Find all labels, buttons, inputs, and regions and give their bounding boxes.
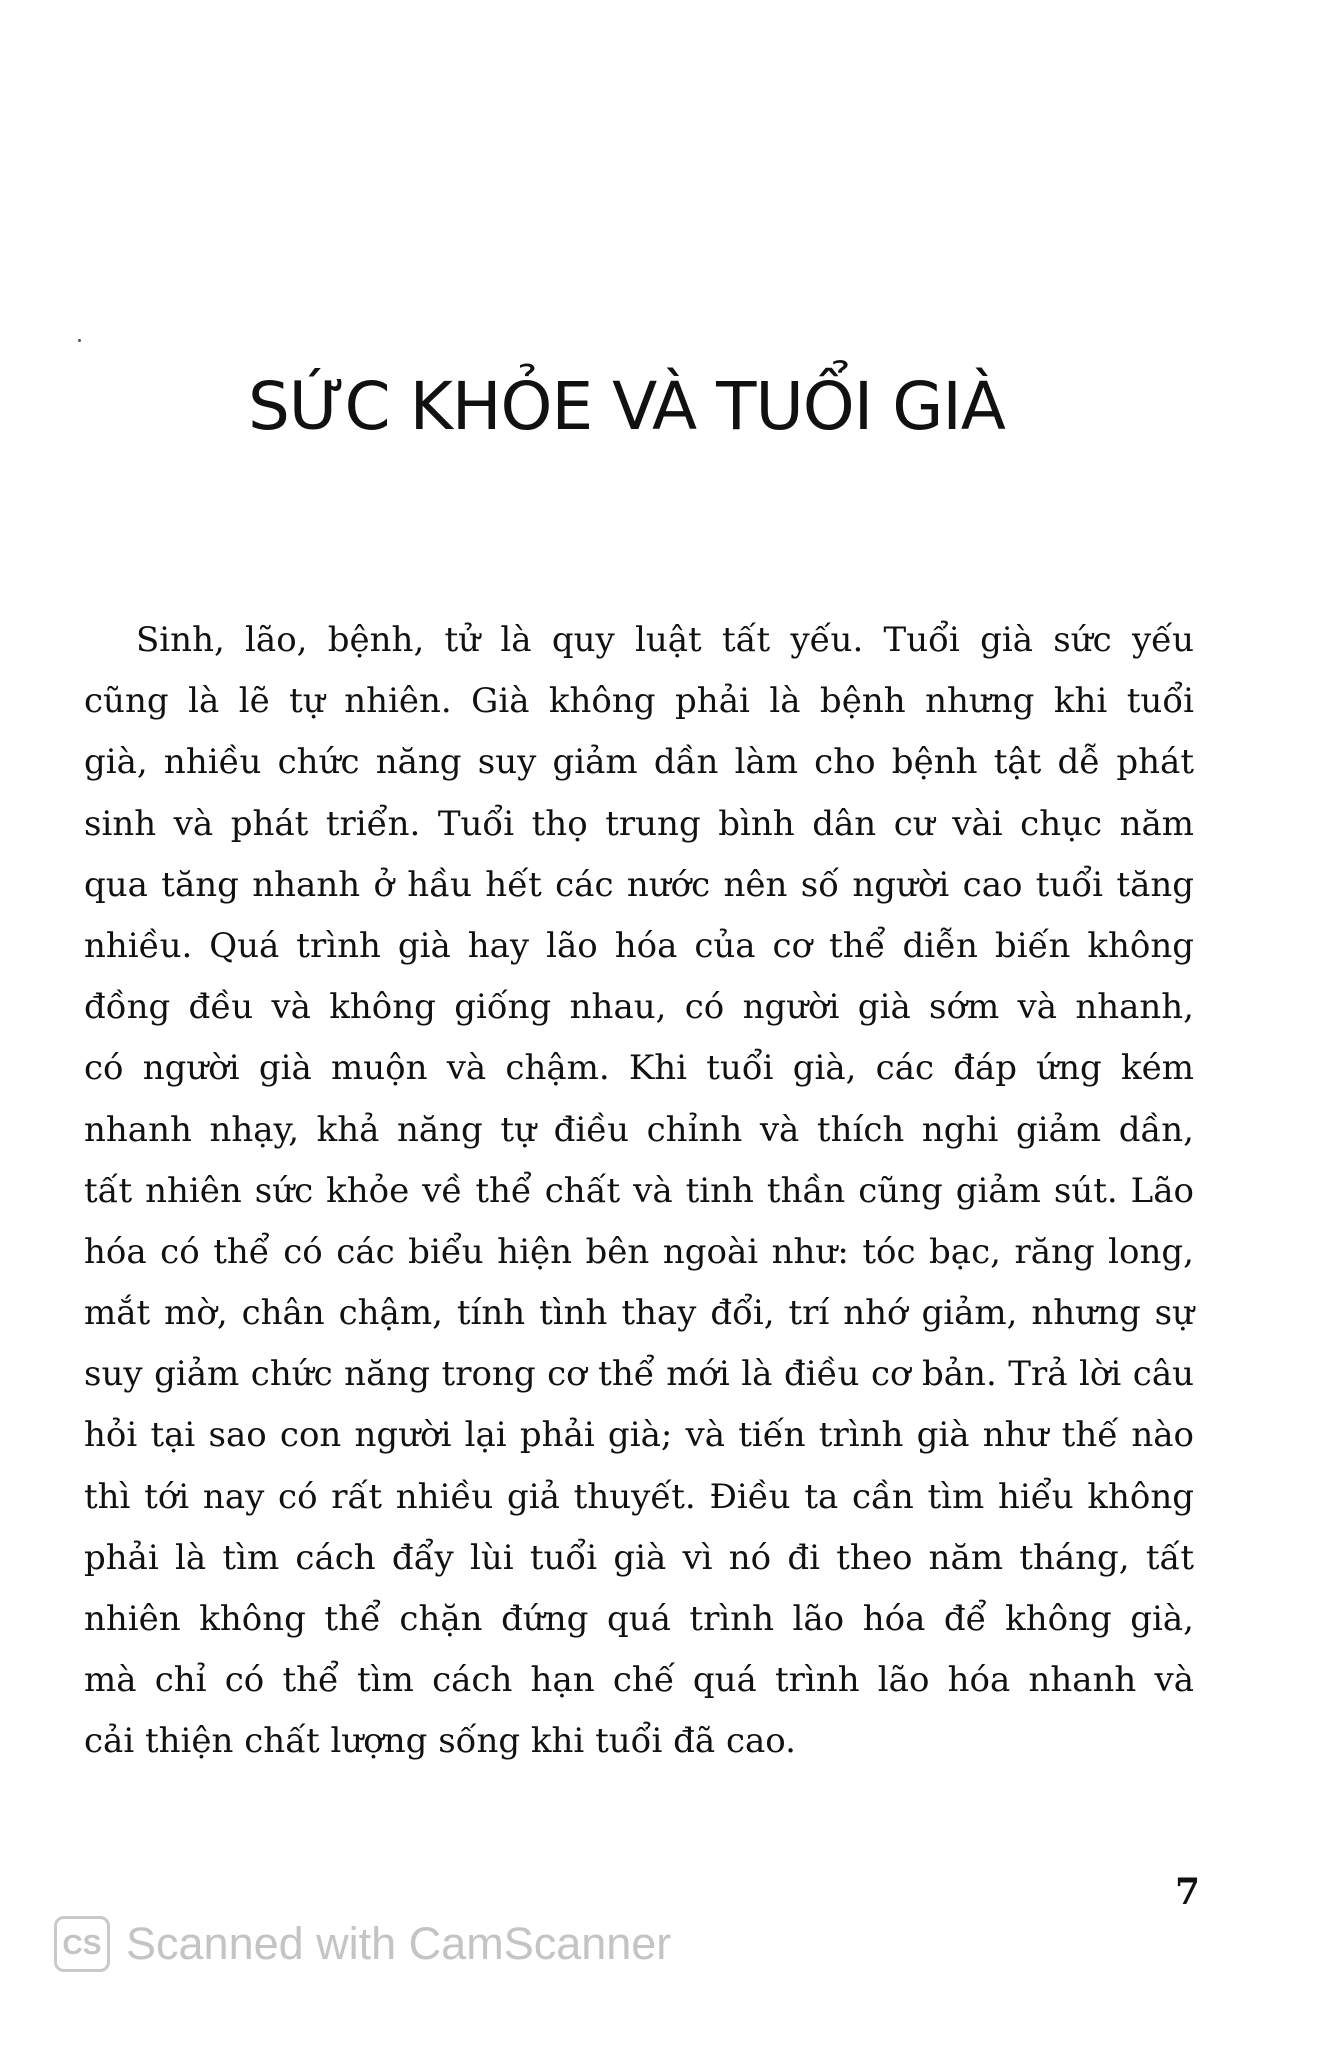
paragraph-line: nhiều. Quá trình già hay lão hóa của cơ thể diễn biến không: [84, 925, 1194, 966]
paragraph-line: sinh và phát triển. Tuổi thọ trung bình dân cư vài chục năm: [84, 803, 1194, 844]
camscanner-watermark: [54, 1912, 671, 1976]
paragraph-line: hỏi tại sao con người lại phải già; và tiến trình già như thế nào: [84, 1415, 1194, 1456]
paragraph-line: nhanh nhạy, khả năng tự điều chỉnh và thích nghi giảm dần,: [84, 1109, 1194, 1150]
logo-letters: CS: [62, 1929, 102, 1960]
paragraph-line: qua tăng nhanh ở hầu hết các nước nên số người cao tuổi tăng: [84, 864, 1194, 905]
watermark-text: Scanned with CamScanner: [126, 1918, 672, 1969]
paragraph-line: đồng đều và không giống nhau, có người già sớm và nhanh,: [84, 987, 1194, 1028]
paragraph-line: mà chỉ có thể tìm cách hạn chế quá trình lão hóa nhanh và: [84, 1660, 1194, 1701]
body-paragraph: [84, 610, 1194, 1773]
paragraph-line: tất nhiên sức khỏe về thể chất và tinh thần cũng giảm sút. Lão: [84, 1170, 1194, 1211]
paragraph-line: già, nhiều chức năng suy giảm dần làm cho bệnh tật dễ phát: [84, 742, 1194, 783]
paragraph-line: nhiên không thể chặn đứng quá trình lão hóa để không già,: [84, 1599, 1194, 1639]
paragraph-line: có người già muộn và chậm. Khi tuổi già, các đáp ứng kém: [84, 1048, 1194, 1089]
paragraph-line: phải là tìm cách đẩy lùi tuổi già vì nó đi theo năm tháng, tất: [84, 1537, 1194, 1578]
camscanner-logo-icon: [54, 1916, 110, 1972]
paragraph-line: cũng là lẽ tự nhiên. Già không phải là bệnh nhưng khi tuổi: [84, 681, 1194, 722]
scan-speck: [78, 339, 81, 342]
paragraph-line: hóa có thể có các biểu hiện bên ngoài như: tóc bạc, răng long,: [84, 1231, 1194, 1272]
paragraph-line: suy giảm chức năng trong cơ thể mới là điều cơ bản. Trả lời câu: [84, 1354, 1194, 1395]
chapter-title: SỨC KHỎE VÀ TUỔI GIÀ: [248, 368, 1005, 445]
paragraph-line: cải thiện chất lượng sống khi tuổi đã cao.: [84, 1721, 796, 1762]
paragraph-line: Sinh, lão, bệnh, tử là quy luật tất yếu. Tuổi già sức yếu: [136, 620, 1194, 660]
page-number: 7: [1174, 1871, 1200, 1913]
paragraph-line: mắt mờ, chân chậm, tính tình thay đổi, trí nhớ giảm, nhưng sự: [84, 1293, 1194, 1334]
paragraph-line: thì tới nay có rất nhiều giả thuyết. Điều ta cần tìm hiểu không: [84, 1476, 1194, 1517]
